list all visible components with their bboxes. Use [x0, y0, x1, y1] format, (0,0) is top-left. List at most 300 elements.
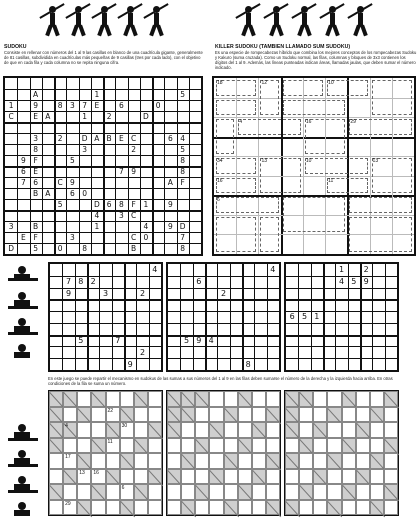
empty-cell[interactable]	[42, 177, 54, 188]
empty-cell[interactable]	[140, 133, 152, 144]
empty-cell[interactable]	[62, 346, 74, 358]
empty-cell[interactable]	[99, 323, 111, 335]
empty-cell[interactable]	[91, 111, 103, 122]
empty-cell[interactable]	[148, 484, 162, 500]
empty-cell[interactable]	[177, 122, 189, 133]
empty-cell[interactable]	[298, 358, 310, 370]
empty-cell[interactable]	[181, 422, 195, 438]
empty-cell[interactable]	[42, 232, 54, 243]
empty-cell[interactable]	[17, 133, 29, 144]
empty-cell[interactable]	[189, 210, 201, 221]
empty-cell[interactable]	[193, 299, 205, 311]
empty-cell[interactable]	[91, 155, 103, 166]
empty-cell[interactable]	[385, 288, 397, 300]
empty-cell[interactable]	[152, 210, 164, 221]
empty-cell[interactable]	[189, 100, 201, 111]
empty-cell[interactable]	[136, 264, 148, 276]
empty-cell[interactable]	[384, 453, 398, 469]
empty-cell[interactable]	[115, 122, 127, 133]
empty-cell[interactable]	[180, 264, 192, 276]
empty-cell[interactable]	[140, 144, 152, 155]
empty-cell[interactable]	[115, 78, 127, 89]
empty-cell[interactable]	[99, 358, 111, 370]
empty-cell[interactable]	[49, 469, 63, 485]
empty-cell[interactable]	[266, 438, 280, 454]
empty-cell[interactable]	[30, 78, 42, 89]
empty-cell[interactable]	[209, 453, 223, 469]
empty-cell[interactable]	[128, 188, 140, 199]
empty-cell[interactable]	[120, 469, 134, 485]
empty-cell[interactable]	[195, 500, 209, 516]
empty-cell[interactable]	[298, 323, 310, 335]
empty-cell[interactable]	[372, 288, 384, 300]
empty-cell[interactable]	[168, 323, 180, 335]
empty-cell[interactable]	[193, 288, 205, 300]
empty-cell[interactable]	[128, 221, 140, 232]
empty-cell[interactable]	[230, 299, 242, 311]
empty-cell[interactable]	[313, 500, 327, 516]
empty-cell[interactable]	[49, 453, 63, 469]
empty-cell[interactable]	[115, 232, 127, 243]
empty-cell[interactable]	[140, 78, 152, 89]
empty-cell[interactable]	[99, 299, 111, 311]
empty-cell[interactable]	[254, 335, 266, 347]
empty-cell[interactable]	[30, 122, 42, 133]
empty-cell[interactable]	[356, 453, 370, 469]
empty-cell[interactable]	[254, 358, 266, 370]
empty-cell[interactable]	[17, 100, 29, 111]
empty-cell[interactable]	[140, 89, 152, 100]
empty-cell[interactable]	[63, 438, 77, 454]
empty-cell[interactable]	[5, 144, 17, 155]
empty-cell[interactable]	[54, 210, 66, 221]
empty-cell[interactable]	[91, 407, 105, 423]
empty-cell[interactable]	[99, 276, 111, 288]
empty-cell[interactable]	[195, 407, 209, 423]
empty-cell[interactable]	[189, 166, 201, 177]
empty-cell[interactable]	[152, 177, 164, 188]
empty-cell[interactable]	[370, 438, 384, 454]
empty-cell[interactable]	[124, 323, 136, 335]
empty-cell[interactable]	[217, 299, 229, 311]
empty-cell[interactable]	[50, 358, 62, 370]
empty-cell[interactable]	[17, 89, 29, 100]
empty-cell[interactable]	[50, 264, 62, 276]
empty-cell[interactable]	[224, 391, 238, 407]
empty-cell[interactable]	[99, 264, 111, 276]
empty-cell[interactable]	[167, 500, 181, 516]
empty-cell[interactable]	[348, 288, 360, 300]
empty-cell[interactable]	[112, 311, 124, 323]
empty-cell[interactable]	[189, 177, 201, 188]
empty-cell[interactable]	[224, 469, 238, 485]
empty-cell[interactable]	[180, 288, 192, 300]
empty-cell[interactable]	[5, 133, 17, 144]
empty-cell[interactable]	[335, 311, 347, 323]
empty-cell[interactable]	[91, 188, 103, 199]
empty-cell[interactable]	[167, 484, 181, 500]
empty-cell[interactable]	[103, 78, 115, 89]
empty-cell[interactable]	[77, 422, 91, 438]
empty-cell[interactable]	[348, 323, 360, 335]
empty-cell[interactable]	[252, 453, 266, 469]
empty-cell[interactable]	[54, 89, 66, 100]
empty-cell[interactable]	[75, 346, 87, 358]
empty-cell[interactable]	[189, 232, 201, 243]
empty-cell[interactable]	[217, 276, 229, 288]
empty-cell[interactable]	[189, 188, 201, 199]
empty-cell[interactable]	[140, 243, 152, 254]
empty-cell[interactable]	[177, 111, 189, 122]
empty-cell[interactable]	[242, 311, 254, 323]
empty-cell[interactable]	[230, 323, 242, 335]
empty-cell[interactable]	[50, 276, 62, 288]
empty-cell[interactable]	[348, 358, 360, 370]
empty-cell[interactable]	[87, 358, 99, 370]
empty-cell[interactable]	[152, 166, 164, 177]
empty-cell[interactable]	[124, 276, 136, 288]
empty-cell[interactable]	[79, 177, 91, 188]
empty-cell[interactable]	[66, 122, 78, 133]
empty-cell[interactable]	[285, 438, 299, 454]
empty-cell[interactable]	[372, 311, 384, 323]
empty-cell[interactable]	[168, 346, 180, 358]
empty-cell[interactable]	[298, 346, 310, 358]
empty-cell[interactable]	[17, 144, 29, 155]
empty-cell[interactable]	[323, 299, 335, 311]
empty-cell[interactable]	[385, 335, 397, 347]
empty-cell[interactable]	[252, 407, 266, 423]
empty-cell[interactable]	[75, 299, 87, 311]
empty-cell[interactable]	[360, 311, 372, 323]
empty-cell[interactable]	[267, 288, 279, 300]
empty-cell[interactable]	[356, 438, 370, 454]
empty-cell[interactable]	[17, 243, 29, 254]
empty-cell[interactable]	[152, 243, 164, 254]
empty-cell[interactable]	[335, 346, 347, 358]
empty-cell[interactable]	[217, 323, 229, 335]
empty-cell[interactable]	[385, 299, 397, 311]
empty-cell[interactable]	[79, 232, 91, 243]
empty-cell[interactable]	[106, 453, 120, 469]
empty-cell[interactable]	[149, 288, 161, 300]
empty-cell[interactable]	[254, 311, 266, 323]
empty-cell[interactable]	[323, 311, 335, 323]
empty-cell[interactable]	[209, 500, 223, 516]
empty-cell[interactable]	[254, 276, 266, 288]
empty-cell[interactable]	[5, 78, 17, 89]
empty-cell[interactable]	[286, 264, 298, 276]
empty-cell[interactable]	[91, 243, 103, 254]
empty-cell[interactable]	[136, 276, 148, 288]
empty-cell[interactable]	[42, 133, 54, 144]
empty-cell[interactable]	[112, 299, 124, 311]
empty-cell[interactable]	[128, 155, 140, 166]
empty-cell[interactable]	[311, 299, 323, 311]
empty-cell[interactable]	[313, 484, 327, 500]
empty-cell[interactable]	[5, 177, 17, 188]
empty-cell[interactable]	[356, 484, 370, 500]
empty-cell[interactable]	[66, 210, 78, 221]
empty-cell[interactable]	[148, 391, 162, 407]
empty-cell[interactable]	[148, 438, 162, 454]
empty-cell[interactable]	[77, 391, 91, 407]
empty-cell[interactable]	[385, 358, 397, 370]
empty-cell[interactable]	[327, 438, 341, 454]
empty-cell[interactable]	[266, 469, 280, 485]
empty-cell[interactable]	[167, 453, 181, 469]
empty-cell[interactable]	[5, 89, 17, 100]
empty-cell[interactable]	[149, 323, 161, 335]
empty-cell[interactable]	[242, 346, 254, 358]
empty-cell[interactable]	[311, 288, 323, 300]
empty-cell[interactable]	[217, 264, 229, 276]
empty-cell[interactable]	[168, 335, 180, 347]
empty-cell[interactable]	[189, 78, 201, 89]
empty-cell[interactable]	[286, 276, 298, 288]
empty-cell[interactable]	[217, 346, 229, 358]
empty-cell[interactable]	[152, 155, 164, 166]
empty-cell[interactable]	[149, 335, 161, 347]
empty-cell[interactable]	[181, 469, 195, 485]
empty-cell[interactable]	[136, 358, 148, 370]
empty-cell[interactable]	[103, 144, 115, 155]
empty-cell[interactable]	[372, 358, 384, 370]
empty-cell[interactable]	[311, 335, 323, 347]
empty-cell[interactable]	[79, 122, 91, 133]
empty-cell[interactable]	[311, 323, 323, 335]
empty-cell[interactable]	[217, 335, 229, 347]
empty-cell[interactable]	[224, 484, 238, 500]
empty-cell[interactable]	[205, 276, 217, 288]
empty-cell[interactable]	[136, 335, 148, 347]
empty-cell[interactable]	[66, 221, 78, 232]
empty-cell[interactable]	[217, 358, 229, 370]
empty-cell[interactable]	[54, 122, 66, 133]
empty-cell[interactable]	[62, 264, 74, 276]
empty-cell[interactable]	[79, 78, 91, 89]
empty-cell[interactable]	[91, 500, 105, 516]
empty-cell[interactable]	[327, 469, 341, 485]
empty-cell[interactable]	[311, 346, 323, 358]
empty-cell[interactable]	[311, 276, 323, 288]
empty-cell[interactable]	[205, 311, 217, 323]
empty-cell[interactable]	[189, 122, 201, 133]
empty-cell[interactable]	[180, 299, 192, 311]
empty-cell[interactable]	[205, 358, 217, 370]
empty-cell[interactable]	[66, 133, 78, 144]
empty-cell[interactable]	[177, 100, 189, 111]
empty-cell[interactable]	[42, 155, 54, 166]
empty-cell[interactable]	[115, 89, 127, 100]
empty-cell[interactable]	[168, 311, 180, 323]
empty-cell[interactable]	[50, 299, 62, 311]
empty-cell[interactable]	[205, 299, 217, 311]
empty-cell[interactable]	[164, 111, 176, 122]
empty-cell[interactable]	[140, 177, 152, 188]
empty-cell[interactable]	[115, 111, 127, 122]
empty-cell[interactable]	[323, 264, 335, 276]
empty-cell[interactable]	[267, 276, 279, 288]
empty-cell[interactable]	[115, 177, 127, 188]
empty-cell[interactable]	[148, 500, 162, 516]
empty-cell[interactable]	[180, 311, 192, 323]
empty-cell[interactable]	[323, 358, 335, 370]
empty-cell[interactable]	[75, 288, 87, 300]
empty-cell[interactable]	[112, 346, 124, 358]
empty-cell[interactable]	[266, 422, 280, 438]
empty-cell[interactable]	[254, 346, 266, 358]
empty-cell[interactable]	[372, 335, 384, 347]
empty-cell[interactable]	[242, 299, 254, 311]
empty-cell[interactable]	[286, 335, 298, 347]
empty-cell[interactable]	[17, 210, 29, 221]
empty-cell[interactable]	[168, 358, 180, 370]
empty-cell[interactable]	[136, 299, 148, 311]
empty-cell[interactable]	[99, 335, 111, 347]
empty-cell[interactable]	[66, 243, 78, 254]
empty-cell[interactable]	[103, 177, 115, 188]
empty-cell[interactable]	[342, 469, 356, 485]
empty-cell[interactable]	[128, 89, 140, 100]
empty-cell[interactable]	[54, 78, 66, 89]
empty-cell[interactable]	[189, 221, 201, 232]
empty-cell[interactable]	[372, 299, 384, 311]
empty-cell[interactable]	[134, 469, 148, 485]
empty-cell[interactable]	[103, 221, 115, 232]
empty-cell[interactable]	[50, 346, 62, 358]
empty-cell[interactable]	[62, 323, 74, 335]
empty-cell[interactable]	[230, 358, 242, 370]
empty-cell[interactable]	[79, 89, 91, 100]
empty-cell[interactable]	[384, 469, 398, 485]
empty-cell[interactable]	[209, 391, 223, 407]
empty-cell[interactable]	[313, 453, 327, 469]
empty-cell[interactable]	[134, 407, 148, 423]
empty-cell[interactable]	[177, 210, 189, 221]
empty-cell[interactable]	[230, 288, 242, 300]
empty-cell[interactable]	[103, 89, 115, 100]
empty-cell[interactable]	[348, 264, 360, 276]
empty-cell[interactable]	[180, 276, 192, 288]
empty-cell[interactable]	[313, 391, 327, 407]
empty-cell[interactable]	[327, 391, 341, 407]
empty-cell[interactable]	[252, 391, 266, 407]
empty-cell[interactable]	[209, 407, 223, 423]
empty-cell[interactable]	[5, 232, 17, 243]
empty-cell[interactable]	[193, 358, 205, 370]
empty-cell[interactable]	[42, 210, 54, 221]
empty-cell[interactable]	[79, 155, 91, 166]
empty-cell[interactable]	[17, 111, 29, 122]
empty-cell[interactable]	[140, 122, 152, 133]
empty-cell[interactable]	[384, 407, 398, 423]
empty-cell[interactable]	[77, 438, 91, 454]
empty-cell[interactable]	[252, 438, 266, 454]
empty-cell[interactable]	[267, 299, 279, 311]
empty-cell[interactable]	[193, 323, 205, 335]
empty-cell[interactable]	[167, 438, 181, 454]
empty-cell[interactable]	[164, 166, 176, 177]
empty-cell[interactable]	[181, 438, 195, 454]
empty-cell[interactable]	[87, 288, 99, 300]
empty-cell[interactable]	[62, 299, 74, 311]
empty-cell[interactable]	[87, 346, 99, 358]
empty-cell[interactable]	[5, 155, 17, 166]
empty-cell[interactable]	[230, 311, 242, 323]
empty-cell[interactable]	[140, 100, 152, 111]
empty-cell[interactable]	[372, 264, 384, 276]
empty-cell[interactable]	[140, 155, 152, 166]
empty-cell[interactable]	[342, 407, 356, 423]
empty-cell[interactable]	[124, 264, 136, 276]
empty-cell[interactable]	[189, 133, 201, 144]
empty-cell[interactable]	[152, 78, 164, 89]
empty-cell[interactable]	[342, 453, 356, 469]
empty-cell[interactable]	[66, 166, 78, 177]
empty-cell[interactable]	[66, 199, 78, 210]
empty-cell[interactable]	[267, 346, 279, 358]
empty-cell[interactable]	[298, 276, 310, 288]
empty-cell[interactable]	[112, 264, 124, 276]
empty-cell[interactable]	[66, 144, 78, 155]
empty-cell[interactable]	[152, 199, 164, 210]
empty-cell[interactable]	[50, 311, 62, 323]
empty-cell[interactable]	[286, 358, 298, 370]
empty-cell[interactable]	[360, 335, 372, 347]
empty-cell[interactable]	[62, 358, 74, 370]
empty-cell[interactable]	[42, 78, 54, 89]
empty-cell[interactable]	[209, 438, 223, 454]
empty-cell[interactable]	[224, 438, 238, 454]
empty-cell[interactable]	[87, 311, 99, 323]
empty-cell[interactable]	[87, 323, 99, 335]
empty-cell[interactable]	[128, 111, 140, 122]
empty-cell[interactable]	[17, 78, 29, 89]
empty-cell[interactable]	[152, 144, 164, 155]
empty-cell[interactable]	[370, 469, 384, 485]
empty-cell[interactable]	[112, 323, 124, 335]
empty-cell[interactable]	[252, 500, 266, 516]
empty-cell[interactable]	[164, 243, 176, 254]
empty-cell[interactable]	[285, 469, 299, 485]
empty-cell[interactable]	[323, 346, 335, 358]
empty-cell[interactable]	[238, 422, 252, 438]
empty-cell[interactable]	[254, 299, 266, 311]
empty-cell[interactable]	[254, 288, 266, 300]
empty-cell[interactable]	[286, 288, 298, 300]
empty-cell[interactable]	[5, 210, 17, 221]
empty-cell[interactable]	[75, 264, 87, 276]
empty-cell[interactable]	[152, 232, 164, 243]
empty-cell[interactable]	[224, 422, 238, 438]
empty-cell[interactable]	[385, 346, 397, 358]
empty-cell[interactable]	[189, 199, 201, 210]
empty-cell[interactable]	[238, 453, 252, 469]
empty-cell[interactable]	[311, 264, 323, 276]
empty-cell[interactable]	[189, 144, 201, 155]
empty-cell[interactable]	[42, 221, 54, 232]
empty-cell[interactable]	[180, 358, 192, 370]
empty-cell[interactable]	[217, 311, 229, 323]
empty-cell[interactable]	[168, 276, 180, 288]
empty-cell[interactable]	[50, 288, 62, 300]
empty-cell[interactable]	[298, 264, 310, 276]
empty-cell[interactable]	[348, 299, 360, 311]
empty-cell[interactable]	[189, 243, 201, 254]
empty-cell[interactable]	[75, 311, 87, 323]
empty-cell[interactable]	[385, 311, 397, 323]
